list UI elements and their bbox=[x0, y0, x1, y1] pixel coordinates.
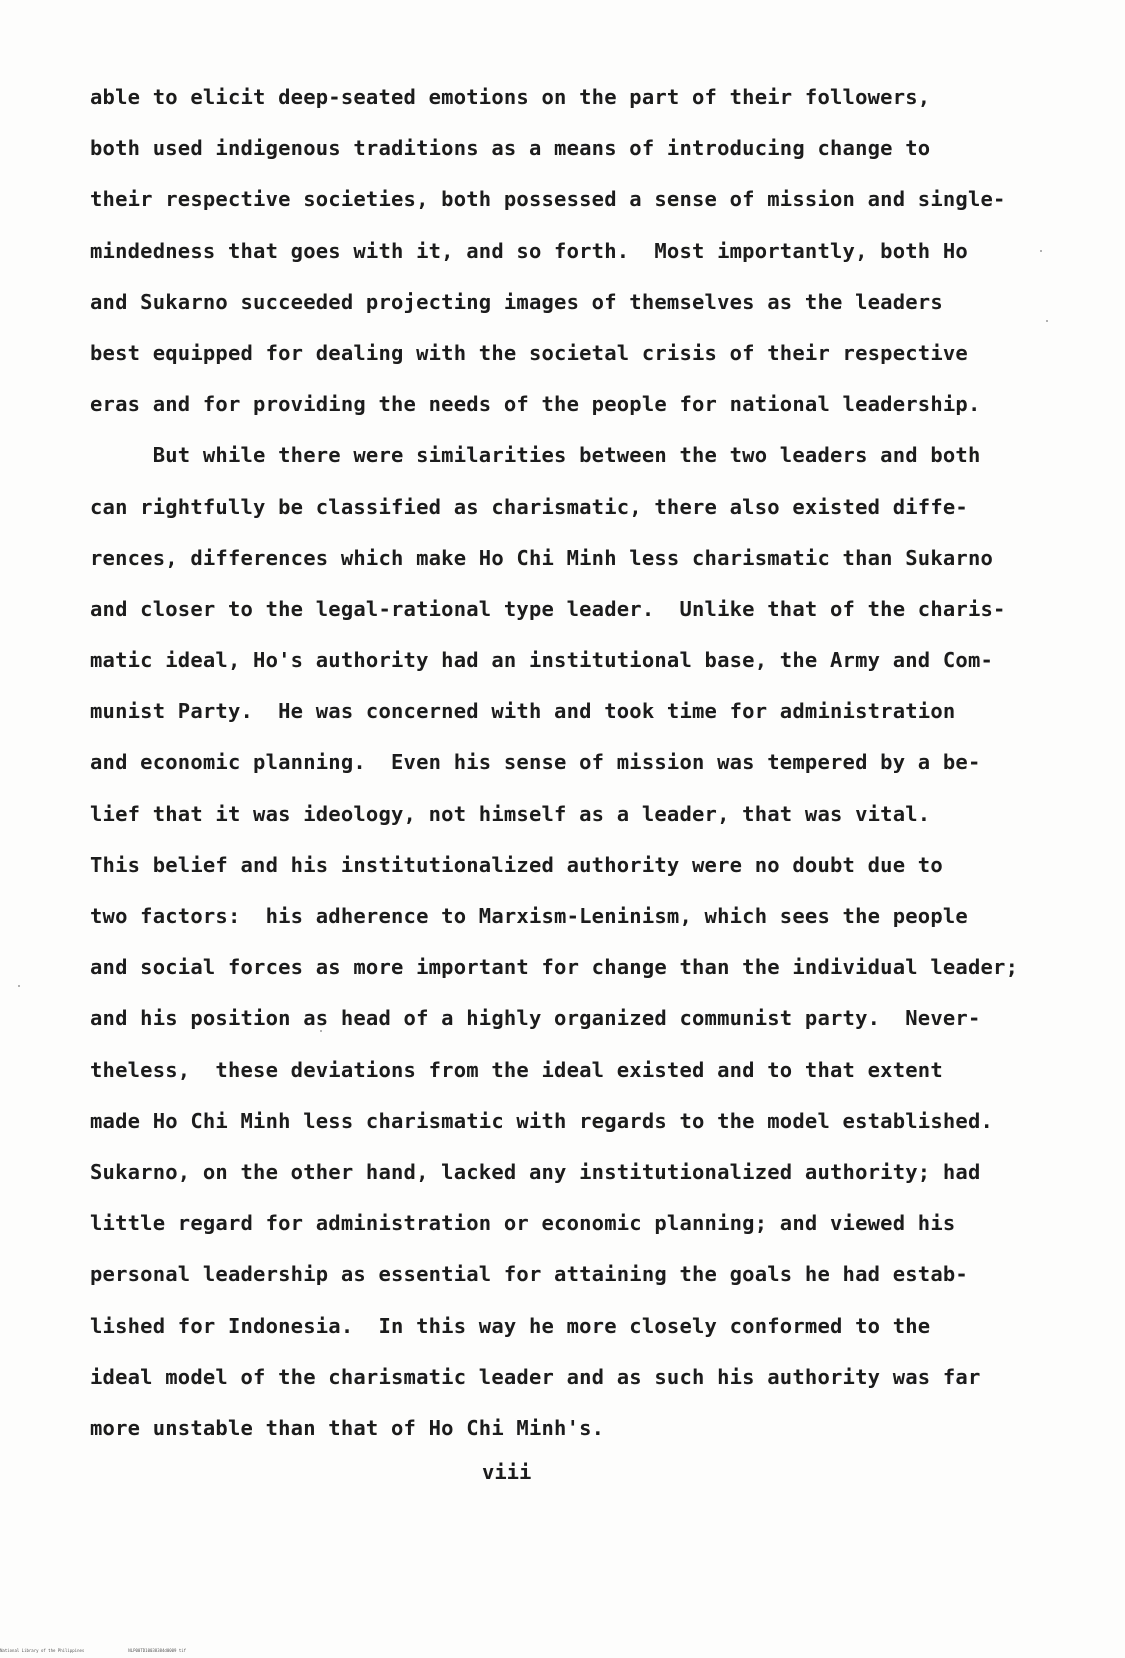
text-line: rences, differences which make Ho Chi Minh less charismatic than Sukarno bbox=[90, 545, 994, 570]
text-line: mindedness that goes with it, and so forth. Most importantly, both Ho bbox=[90, 238, 968, 263]
scan-footer bbox=[0, 1648, 230, 1653]
text-line: little regard for administration or economic planning; and viewed his bbox=[90, 1211, 956, 1236]
text-line: Sukarno, on the other hand, lacked any institutionalized authority; had bbox=[90, 1159, 981, 1184]
footer-library: National Library of the Philippines bbox=[0, 1648, 85, 1653]
text-line: best equipped for dealing with the societal crisis of their respective bbox=[90, 340, 968, 365]
text-line: both used indigenous traditions as a means of introducing change to bbox=[90, 136, 931, 161]
page-number: viii bbox=[482, 1460, 532, 1484]
text-line: and closer to the legal-rational type leader. Unlike that of the charis- bbox=[90, 596, 1006, 621]
scan-speck bbox=[1046, 320, 1048, 322]
body-text bbox=[90, 72, 1090, 1454]
text-line: munist Party. He was concerned with and took time for administration bbox=[90, 699, 956, 724]
text-line: theless, these deviations from the ideal existed and to that extent bbox=[90, 1057, 943, 1082]
text-line: more unstable than that of Ho Chi Minh's. bbox=[90, 1415, 605, 1440]
scan-speck bbox=[1040, 250, 1042, 252]
text-line: and social forces as more important for change than the individual leader; bbox=[90, 955, 1019, 980]
text-line: and Sukarno succeeded projecting images of themselves as the leaders bbox=[90, 289, 943, 314]
text-line: and economic planning. Even his sense of mission was tempered by a be- bbox=[90, 750, 981, 775]
text-line: lished for Indonesia. In this way he more closely conformed to the bbox=[90, 1313, 931, 1338]
text-line: eras and for providing the needs of the people for national leadership. bbox=[90, 392, 981, 417]
scan-speck bbox=[320, 1030, 322, 1032]
text-line: can rightfully be classified as charismatic, there also existed diffe- bbox=[90, 494, 968, 519]
text-line: personal leadership as essential for attaining the goals he had estab- bbox=[90, 1262, 968, 1287]
scan-speck bbox=[18, 985, 20, 987]
text-line: able to elicit deep-seated emotions on the part of their followers, bbox=[90, 85, 931, 109]
footer-file-id: NLP00TD10038384d0009 tif bbox=[128, 1648, 187, 1653]
text-line: This belief and his institutionalized authority were no doubt due to bbox=[90, 852, 943, 877]
text-line: two factors: his adherence to Marxism-Leninism, which sees the people bbox=[90, 904, 968, 928]
text-line: made Ho Chi Minh less charismatic with regards to the model established. bbox=[90, 1108, 994, 1133]
text-line: matic ideal, Ho's authority had an institutional base, the Army and Com- bbox=[90, 648, 994, 673]
text-line: and his position as head of a highly organized communist party. Never- bbox=[90, 1006, 981, 1031]
text-line: But while there were similarities between the two leaders and both bbox=[90, 443, 981, 468]
text-line: ideal model of the charismatic leader and as such his authority was far bbox=[90, 1364, 981, 1389]
text-line: lief that it was ideology, not himself as a leader, that was vital. bbox=[90, 801, 931, 826]
text-line: their respective societies, both possessed a sense of mission and single- bbox=[90, 187, 1006, 212]
